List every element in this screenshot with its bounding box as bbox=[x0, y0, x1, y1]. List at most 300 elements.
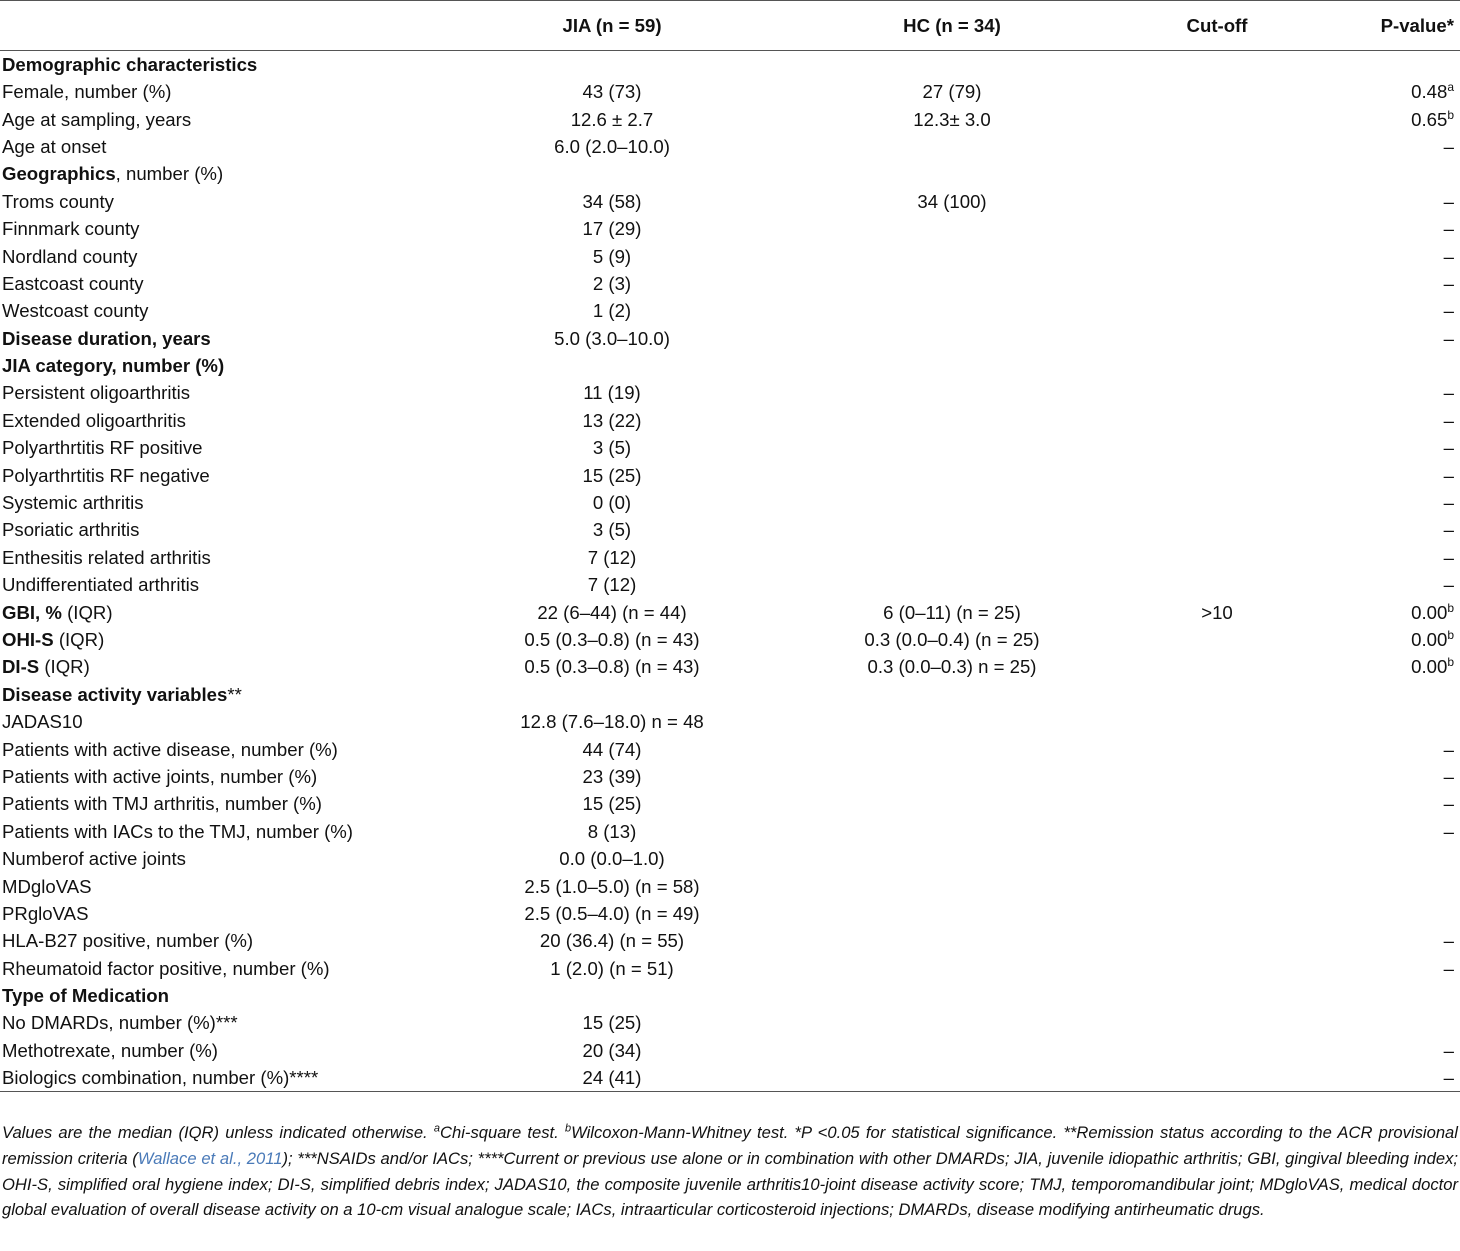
row-label bbox=[0, 297, 442, 324]
hc-value: 27 (79) bbox=[922, 81, 982, 103]
header-hc: HC (n = 34) bbox=[782, 1, 1122, 51]
hc-value bbox=[782, 1064, 1122, 1092]
table-row bbox=[0, 735, 1460, 762]
footnote-text-1: Values are the median (IQR) unless indicated otherwise. bbox=[2, 1123, 434, 1142]
table-row bbox=[0, 653, 1460, 680]
pvalue-value: – bbox=[1443, 546, 1454, 568]
table-row bbox=[0, 516, 1460, 543]
table-row bbox=[0, 461, 1460, 488]
row-label-suffix: ** bbox=[227, 683, 242, 705]
table-row bbox=[0, 598, 1460, 625]
pvalue-value: – bbox=[1443, 957, 1454, 979]
table-row bbox=[0, 982, 1460, 1009]
row-label-text: Undifferentiated arthritis bbox=[2, 574, 200, 596]
pvalue-cell bbox=[1312, 215, 1460, 242]
table-row bbox=[0, 160, 1460, 187]
hc-value bbox=[782, 407, 1122, 434]
jia-value: 20 (36.4) (n = 55) bbox=[539, 930, 685, 952]
pvalue-value: – bbox=[1443, 1039, 1454, 1061]
row-label bbox=[0, 872, 442, 899]
pvalue-cell bbox=[1312, 51, 1460, 79]
table-row bbox=[0, 708, 1460, 735]
pvalue-cell bbox=[1312, 242, 1460, 269]
pvalue-cell bbox=[1312, 900, 1460, 927]
pvalue-cell bbox=[1312, 763, 1460, 790]
pvalue-value: 0.00 bbox=[1411, 656, 1448, 678]
row-label-suffix: (IQR) bbox=[39, 656, 90, 678]
pvalue-cell bbox=[1312, 872, 1460, 899]
jia-value bbox=[442, 51, 782, 79]
hc-value bbox=[782, 352, 1122, 379]
cutoff-value bbox=[1122, 489, 1312, 516]
hc-value bbox=[782, 872, 1122, 899]
row-label bbox=[0, 1064, 442, 1092]
row-label-text: Disease activity variables bbox=[2, 683, 228, 705]
table-row bbox=[0, 571, 1460, 598]
pvalue-test-marker: b bbox=[1447, 627, 1454, 642]
table-row bbox=[0, 379, 1460, 406]
table-row bbox=[0, 215, 1460, 242]
cutoff-value bbox=[1122, 160, 1312, 187]
table-row bbox=[0, 489, 1460, 516]
hc-value bbox=[782, 708, 1122, 735]
pvalue-cell bbox=[1312, 653, 1460, 680]
cutoff-value bbox=[1122, 1009, 1312, 1036]
pvalue-test-marker: b bbox=[1447, 600, 1454, 615]
jia-value: 15 (25) bbox=[582, 793, 642, 815]
hc-value bbox=[782, 571, 1122, 598]
row-label bbox=[0, 790, 442, 817]
row-label-text: Age at onset bbox=[2, 135, 107, 157]
reference-link[interactable]: Wallace et al., 2011 bbox=[137, 1148, 283, 1168]
row-label bbox=[0, 270, 442, 297]
row-label-suffix: , number (%) bbox=[115, 163, 224, 185]
row-label bbox=[0, 735, 442, 762]
hc-value bbox=[782, 1037, 1122, 1064]
pvalue-value: – bbox=[1443, 382, 1454, 404]
hc-value bbox=[782, 763, 1122, 790]
pvalue-cell bbox=[1312, 598, 1460, 625]
cutoff-value bbox=[1122, 379, 1312, 406]
table-row bbox=[0, 1037, 1460, 1064]
table-row bbox=[0, 297, 1460, 324]
jia-value: 34 (58) bbox=[582, 190, 642, 212]
footnote-text-3: Wilcoxon-Mann-Whitney test. *P <0.05 for statistical significance. **Remission status according to the ACR provisional remission criteria ( bbox=[2, 1123, 1458, 1168]
pvalue-value: – bbox=[1443, 793, 1454, 815]
row-label bbox=[0, 982, 442, 1009]
jia-value: 0 (0) bbox=[592, 492, 632, 514]
cutoff-value: >10 bbox=[1201, 601, 1233, 623]
row-label bbox=[0, 845, 442, 872]
header-pvalue: P-value* bbox=[1312, 1, 1460, 51]
jia-value bbox=[442, 352, 782, 379]
jia-value: 1 (2.0) (n = 51) bbox=[550, 957, 674, 979]
table-footnote bbox=[2, 1120, 1458, 1223]
row-label bbox=[0, 1037, 442, 1064]
table-row bbox=[0, 242, 1460, 269]
pvalue-value: – bbox=[1443, 190, 1454, 212]
pvalue-cell bbox=[1312, 407, 1460, 434]
jia-value: 12.8 (7.6–18.0) n = 48 bbox=[520, 711, 704, 733]
footnote-text-2: Chi-square test. bbox=[440, 1123, 565, 1142]
row-label-text: Rheumatoid factor positive, number (%) bbox=[2, 957, 330, 979]
row-label-text: JIA category, number (%) bbox=[2, 355, 225, 377]
hc-value bbox=[782, 434, 1122, 461]
cutoff-value bbox=[1122, 407, 1312, 434]
jia-value: 0.5 (0.3–0.8) (n = 43) bbox=[524, 656, 700, 678]
jia-value: 22 (6–44) (n = 44) bbox=[537, 601, 687, 623]
hc-value bbox=[782, 160, 1122, 187]
header-jia: JIA (n = 59) bbox=[442, 1, 782, 51]
table-row bbox=[0, 133, 1460, 160]
row-label bbox=[0, 160, 442, 187]
cutoff-value bbox=[1122, 818, 1312, 845]
row-label bbox=[0, 818, 442, 845]
table-row bbox=[0, 434, 1460, 461]
cutoff-value bbox=[1122, 461, 1312, 488]
table-header-row bbox=[0, 1, 1460, 51]
row-label bbox=[0, 379, 442, 406]
row-label-text: OHI-S bbox=[2, 629, 54, 650]
hc-value bbox=[782, 955, 1122, 982]
cutoff-value bbox=[1122, 215, 1312, 242]
row-label-text: Patients with active disease, number (%) bbox=[2, 738, 338, 760]
cutoff-value bbox=[1122, 1064, 1312, 1092]
table-row bbox=[0, 626, 1460, 653]
jia-value: 2.5 (0.5–4.0) (n = 49) bbox=[524, 902, 700, 924]
row-label-text: Demographic characteristics bbox=[2, 54, 258, 75]
table-row bbox=[0, 51, 1460, 79]
cutoff-value bbox=[1122, 78, 1312, 105]
row-label-text: Geographics bbox=[2, 163, 116, 185]
row-label-text: Westcoast county bbox=[2, 300, 149, 322]
pvalue-cell bbox=[1312, 133, 1460, 160]
jia-value bbox=[442, 160, 782, 187]
hc-value bbox=[782, 325, 1122, 352]
pvalue-value: – bbox=[1443, 492, 1454, 514]
row-label bbox=[0, 188, 442, 215]
pvalue-cell bbox=[1312, 708, 1460, 735]
jia-value: 24 (41) bbox=[442, 1064, 782, 1092]
cutoff-value bbox=[1122, 735, 1312, 762]
pvalue-cell bbox=[1312, 735, 1460, 762]
footnote-sup-a: a bbox=[433, 1122, 441, 1135]
table-row bbox=[0, 955, 1460, 982]
cutoff-value bbox=[1122, 982, 1312, 1009]
cutoff-value bbox=[1122, 133, 1312, 160]
row-label-text: Patients with active joints, number (%) bbox=[2, 765, 318, 787]
pvalue-cell bbox=[1312, 927, 1460, 954]
cutoff-value bbox=[1122, 325, 1312, 352]
jia-value bbox=[442, 982, 782, 1009]
pvalue-value: – bbox=[1443, 574, 1454, 596]
row-label-text: Methotrexate, number (%) bbox=[2, 1039, 218, 1061]
pvalue-cell bbox=[1312, 1037, 1460, 1064]
hc-value bbox=[782, 461, 1122, 488]
pvalue-value: – bbox=[1443, 765, 1454, 787]
pvalue-cell bbox=[1312, 379, 1460, 406]
jia-value: 15 (25) bbox=[582, 464, 642, 486]
row-label-text: Type of Medication bbox=[2, 985, 170, 1007]
hc-value: 6 (0–11) (n = 25) bbox=[883, 601, 1021, 623]
table-row bbox=[0, 352, 1460, 379]
cutoff-value bbox=[1122, 297, 1312, 324]
row-label-suffix: (IQR) bbox=[53, 629, 105, 650]
pvalue-test-marker: a bbox=[1447, 80, 1454, 94]
jia-value: 8 (13) bbox=[587, 820, 637, 842]
cutoff-value bbox=[1122, 434, 1312, 461]
cutoff-value bbox=[1122, 270, 1312, 297]
row-label-text: Persistent oligoarthritis bbox=[2, 382, 191, 404]
pvalue-value: – bbox=[1443, 738, 1454, 760]
cutoff-value bbox=[1122, 516, 1312, 543]
pvalue-cell bbox=[1312, 461, 1460, 488]
pvalue-value: 0.00 bbox=[1411, 629, 1448, 650]
cutoff-value bbox=[1122, 708, 1312, 735]
jia-value: 5.0 (3.0–10.0) bbox=[554, 327, 670, 349]
table-row bbox=[0, 105, 1460, 132]
header-label bbox=[0, 1, 442, 51]
hc-value bbox=[782, 681, 1122, 708]
cutoff-value bbox=[1122, 955, 1312, 982]
hc-value: 12.3± 3.0 bbox=[913, 108, 991, 130]
pvalue-value: – bbox=[1443, 327, 1454, 349]
cutoff-value bbox=[1122, 188, 1312, 215]
pvalue-cell bbox=[1312, 626, 1460, 653]
jia-value bbox=[442, 681, 782, 708]
cutoff-value bbox=[1122, 242, 1312, 269]
table-row bbox=[0, 763, 1460, 790]
pvalue-cell bbox=[1312, 325, 1460, 352]
row-label bbox=[0, 955, 442, 982]
pvalue-cell bbox=[1312, 78, 1460, 105]
table-row bbox=[0, 325, 1460, 352]
row-label bbox=[0, 489, 442, 516]
table-row bbox=[0, 681, 1460, 708]
jia-value: 0.5 (0.3–0.8) (n = 43) bbox=[524, 629, 700, 650]
jia-value: 6.0 (2.0–10.0) bbox=[554, 135, 670, 157]
hc-value bbox=[782, 297, 1122, 324]
jia-value: 0.0 (0.0–1.0) bbox=[559, 848, 665, 870]
pvalue-cell bbox=[1312, 845, 1460, 872]
row-label-text: Polyarthrtitis RF positive bbox=[2, 437, 203, 459]
hc-value bbox=[782, 790, 1122, 817]
jia-value: 2 (3) bbox=[592, 272, 632, 294]
row-label-text: Biologics combination, number (%)**** bbox=[2, 1067, 319, 1089]
footnote-sup-b: b bbox=[564, 1122, 572, 1135]
hc-value bbox=[782, 242, 1122, 269]
pvalue-test-marker: b bbox=[1447, 107, 1454, 122]
pvalue-cell bbox=[1312, 489, 1460, 516]
pvalue-value: – bbox=[1443, 272, 1454, 294]
pvalue-value: – bbox=[1443, 218, 1454, 240]
row-label bbox=[0, 598, 442, 625]
jia-value: 17 (29) bbox=[582, 218, 642, 240]
pvalue-value: 0.00 bbox=[1411, 601, 1448, 623]
hc-value bbox=[782, 927, 1122, 954]
jia-value: 3 (5) bbox=[592, 519, 632, 541]
cutoff-value bbox=[1122, 51, 1312, 79]
row-label bbox=[0, 763, 442, 790]
jia-value: 2.5 (1.0–5.0) (n = 58) bbox=[524, 875, 700, 897]
jia-value: 7 (12) bbox=[587, 546, 637, 568]
row-label bbox=[0, 927, 442, 954]
pvalue-value: – bbox=[1443, 300, 1454, 322]
cutoff-value bbox=[1122, 105, 1312, 132]
row-label-text: Nordland county bbox=[2, 245, 138, 267]
hc-value: 0.3 (0.0–0.3) n = 25) bbox=[867, 656, 1037, 678]
table-row bbox=[0, 544, 1460, 571]
pvalue-cell bbox=[1312, 188, 1460, 215]
jia-value: 12.6 ± 2.7 bbox=[570, 108, 654, 130]
row-label-text: No DMARDs, number (%)*** bbox=[2, 1012, 238, 1034]
table-row bbox=[0, 1064, 1460, 1092]
row-label-text: PRgloVAS bbox=[2, 902, 89, 924]
table-row bbox=[0, 900, 1460, 927]
pvalue-cell bbox=[1312, 544, 1460, 571]
jia-value: 20 (34) bbox=[582, 1039, 642, 1061]
cutoff-value bbox=[1122, 900, 1312, 927]
hc-value bbox=[782, 544, 1122, 571]
row-label bbox=[0, 516, 442, 543]
row-label-text: Age at sampling, years bbox=[2, 108, 192, 130]
row-label-text: Finnmark county bbox=[2, 218, 140, 240]
row-label-text: Disease duration, years bbox=[2, 327, 211, 349]
cutoff-value bbox=[1122, 872, 1312, 899]
row-label bbox=[0, 133, 442, 160]
hc-value bbox=[782, 900, 1122, 927]
row-label-text: Patients with IACs to the TMJ, number (%) bbox=[2, 820, 353, 842]
row-label bbox=[0, 407, 442, 434]
row-label-text: Numberof active joints bbox=[2, 848, 186, 870]
row-label-text: Extended oligoarthritis bbox=[2, 409, 186, 431]
pvalue-value: – bbox=[1443, 409, 1454, 431]
hc-value bbox=[782, 845, 1122, 872]
cutoff-value bbox=[1122, 927, 1312, 954]
jia-value: 13 (22) bbox=[582, 409, 642, 431]
cutoff-value bbox=[1122, 352, 1312, 379]
row-label bbox=[0, 544, 442, 571]
pvalue-value: – bbox=[1443, 464, 1454, 486]
row-label bbox=[0, 242, 442, 269]
row-label-text: DI-S bbox=[2, 656, 40, 678]
cutoff-value bbox=[1122, 571, 1312, 598]
row-label-text: Eastcoast county bbox=[2, 272, 144, 294]
cutoff-value bbox=[1122, 763, 1312, 790]
table-row bbox=[0, 790, 1460, 817]
hc-value: 34 (100) bbox=[917, 190, 987, 212]
row-label-text: Systemic arthritis bbox=[2, 492, 144, 514]
row-label bbox=[0, 626, 442, 653]
pvalue-test-marker: b bbox=[1447, 655, 1454, 670]
row-label-text: GBI, % bbox=[2, 601, 62, 623]
row-label-text: Enthesitis related arthritis bbox=[2, 546, 211, 568]
jia-value: 44 (74) bbox=[582, 738, 642, 760]
jia-value: 7 (12) bbox=[587, 574, 637, 596]
footnote-text-4: ); ***NSAIDs and/or IACs; ****Current or previous use alone or in combination with other DMARDs; JIA, juvenile idiopathic arthritis; GBI, gingival bleeding index; OHI-S, simplified oral hygiene index; DI-S, simplified debris index; JADAS10, the composite juvenile arthritis10-joint disease activity score; TMJ, temporomandibular joint; MDgloVAS, medical doctor global evaluation of overall disease activity on a 10-cm visual analogue scale; IACs, intraarticular corticosteroid injections; DMARDs, disease modifying antirheumatic drugs. bbox=[2, 1148, 1458, 1220]
row-label bbox=[0, 105, 442, 132]
hc-value bbox=[782, 270, 1122, 297]
table-row bbox=[0, 270, 1460, 297]
jia-value: 11 (19) bbox=[583, 382, 641, 404]
hc-value bbox=[782, 516, 1122, 543]
pvalue-cell bbox=[1312, 982, 1460, 1009]
row-label bbox=[0, 1009, 442, 1036]
pvalue-value: – bbox=[1443, 930, 1454, 952]
pvalue-value: – bbox=[1443, 245, 1454, 267]
row-label-text: Patients with TMJ arthritis, number (%) bbox=[2, 793, 322, 815]
pvalue-cell bbox=[1312, 790, 1460, 817]
row-label-text: JADAS10 bbox=[2, 711, 83, 733]
pvalue-value: – bbox=[1443, 519, 1454, 541]
hc-value bbox=[782, 982, 1122, 1009]
row-label-text: Troms county bbox=[2, 190, 114, 212]
hc-value bbox=[782, 489, 1122, 516]
pvalue-cell bbox=[1312, 955, 1460, 982]
row-label-text: Psoriatic arthritis bbox=[2, 519, 140, 541]
hc-value: 0.3 (0.0–0.4) (n = 25) bbox=[864, 629, 1040, 650]
row-label bbox=[0, 571, 442, 598]
row-label bbox=[0, 352, 442, 379]
jia-value: 3 (5) bbox=[592, 437, 632, 459]
pvalue-cell bbox=[1312, 270, 1460, 297]
pvalue-value: – bbox=[1443, 1067, 1454, 1089]
pvalue-cell bbox=[1312, 352, 1460, 379]
row-label bbox=[0, 461, 442, 488]
row-label-text: HLA-B27 positive, number (%) bbox=[2, 930, 254, 952]
table-body bbox=[0, 51, 1460, 1092]
row-label bbox=[0, 900, 442, 927]
header-cutoff: Cut-off bbox=[1122, 1, 1312, 51]
pvalue-cell bbox=[1312, 1009, 1460, 1036]
table-row bbox=[0, 78, 1460, 105]
cutoff-value bbox=[1122, 626, 1312, 653]
pvalue-value: 0.48 bbox=[1411, 81, 1448, 103]
pvalue-value: – bbox=[1443, 135, 1454, 157]
jia-value: 15 (25) bbox=[582, 1012, 642, 1034]
cutoff-value bbox=[1122, 1037, 1312, 1064]
row-label bbox=[0, 51, 442, 79]
table-row bbox=[0, 845, 1460, 872]
hc-value bbox=[782, 133, 1122, 160]
row-label bbox=[0, 78, 442, 105]
table-row bbox=[0, 872, 1460, 899]
table-row bbox=[0, 407, 1460, 434]
hc-value bbox=[782, 51, 1122, 79]
table-row bbox=[0, 188, 1460, 215]
pvalue-cell bbox=[1312, 434, 1460, 461]
cutoff-value bbox=[1122, 653, 1312, 680]
row-label bbox=[0, 325, 442, 352]
cutoff-value bbox=[1122, 544, 1312, 571]
row-label-text: Polyarthrtitis RF negative bbox=[2, 464, 210, 486]
jia-value: 5 (9) bbox=[592, 245, 632, 267]
hc-value bbox=[782, 379, 1122, 406]
jia-value: 1 (2) bbox=[592, 300, 632, 322]
pvalue-value: – bbox=[1443, 437, 1454, 459]
table-row bbox=[0, 1009, 1460, 1036]
pvalue-cell bbox=[1312, 571, 1460, 598]
row-label-text: MDgloVAS bbox=[2, 875, 92, 897]
cutoff-value bbox=[1122, 845, 1312, 872]
jia-value: 43 (73) bbox=[582, 81, 642, 103]
row-label bbox=[0, 681, 442, 708]
pvalue-value: 0.65 bbox=[1411, 108, 1448, 130]
row-label bbox=[0, 215, 442, 242]
pvalue-cell bbox=[1312, 1064, 1460, 1092]
pvalue-cell bbox=[1312, 681, 1460, 708]
pvalue-cell bbox=[1312, 516, 1460, 543]
